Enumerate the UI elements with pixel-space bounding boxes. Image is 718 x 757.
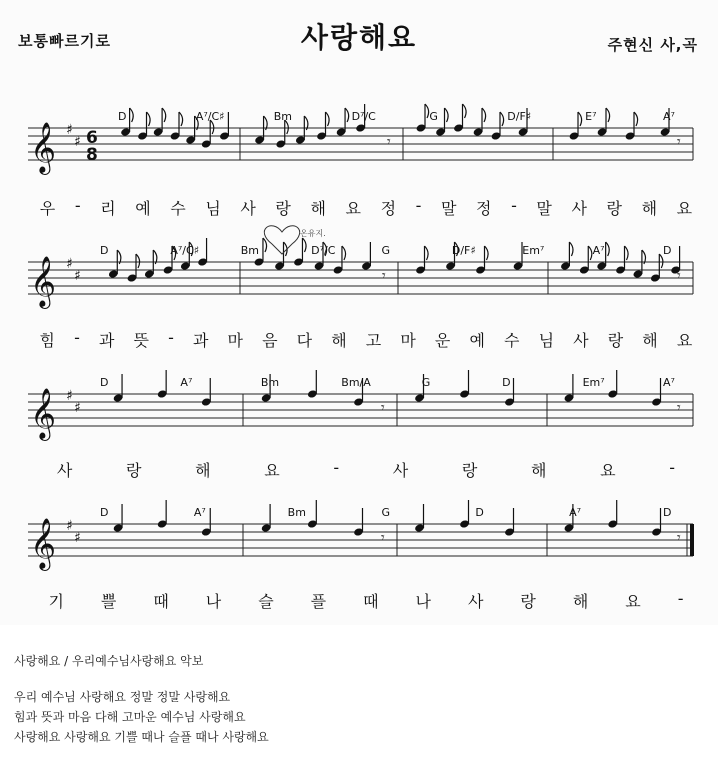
lyric-syllable: 나 bbox=[415, 592, 432, 611]
lyric-syllable: 해 bbox=[642, 331, 658, 350]
sharp-icon: ♯ bbox=[66, 518, 73, 534]
lyric-syllable: 사 bbox=[467, 592, 484, 611]
lyric-syllable: 기 bbox=[48, 592, 64, 611]
lyric-syllable: 쁠 bbox=[100, 592, 117, 611]
lyric-line-2 bbox=[30, 328, 702, 350]
treble-clef-icon: 𝄞 bbox=[30, 122, 57, 173]
caption-heading: 사랑해요 / 우리예수님사랑해요 악보 bbox=[14, 654, 204, 668]
lyric-syllable: 수 bbox=[504, 331, 520, 350]
chord-symbol: D bbox=[100, 244, 109, 257]
lyric-syllable: 랑 bbox=[125, 461, 142, 480]
composer-credit: 주현신 사,곡 bbox=[607, 36, 698, 54]
sharp-icon: ♯ bbox=[66, 122, 73, 138]
chord-symbol: D bbox=[475, 506, 484, 519]
chord-symbol: A⁷ bbox=[663, 376, 675, 389]
song-title: 사랑해요 bbox=[300, 21, 418, 54]
treble-clef-icon: 𝄞 bbox=[30, 256, 57, 307]
lyric-syllable: 요 bbox=[345, 199, 361, 218]
tempo-marking: 보통빠르기로 bbox=[18, 32, 111, 50]
lyric-syllable: - bbox=[168, 328, 174, 347]
time-signature-icon: 8 bbox=[86, 145, 98, 165]
treble-clef-icon: 𝄞 bbox=[30, 518, 57, 569]
chord-symbol: Bm bbox=[273, 110, 292, 123]
caption-line-2: 힘과 뜻과 마음 다해 고마운 예수님 사랑해요 bbox=[14, 710, 246, 724]
lyric-syllable: 사 bbox=[392, 461, 409, 480]
lyric-syllable: 리 bbox=[100, 199, 116, 218]
eighth-rest-icon: 𝄾 bbox=[382, 268, 386, 284]
lyric-syllable: - bbox=[415, 196, 422, 215]
lyric-line-4 bbox=[30, 589, 702, 611]
sharp-icon: ♯ bbox=[74, 134, 81, 150]
chord-symbol: A⁷ bbox=[592, 244, 605, 257]
lyric-syllable: 예 bbox=[135, 199, 151, 218]
chord-symbol: A⁷ bbox=[663, 110, 675, 123]
lyric-syllable: 사 bbox=[573, 331, 589, 350]
lyric-syllable: 랑 bbox=[520, 592, 536, 611]
chord-symbol: D⁷/C bbox=[311, 244, 336, 257]
chord-symbol: Bm bbox=[240, 244, 260, 257]
lyric-syllable: 플 bbox=[310, 592, 327, 611]
chord-symbol: D bbox=[663, 244, 672, 257]
lyric-line-3 bbox=[30, 458, 702, 480]
lyric-syllable: 때 bbox=[363, 592, 379, 611]
lyric-syllable: 과 bbox=[98, 331, 115, 350]
lyric-syllable: 해 bbox=[310, 199, 326, 218]
chord-symbol: G bbox=[429, 110, 438, 123]
chord-symbol: D/F♯ bbox=[451, 244, 476, 257]
chord-symbol: Em⁷ bbox=[522, 244, 545, 257]
caption-line-3: 사랑해요 사랑해요 기쁠 때나 슬플 때나 사랑해요 bbox=[14, 730, 269, 744]
sharp-icon: ♯ bbox=[66, 388, 73, 404]
time-signature-icon: 6 bbox=[86, 128, 98, 148]
chord-symbol: D/F♯ bbox=[507, 110, 532, 123]
lyric-syllable: 해 bbox=[195, 461, 211, 480]
lyric-syllable: - bbox=[74, 328, 80, 347]
lyric-syllable: 때 bbox=[153, 592, 169, 611]
lyric-syllable: 님 bbox=[538, 331, 555, 350]
lyric-syllable: 정 bbox=[380, 199, 397, 218]
heart-doodle-icon bbox=[264, 226, 299, 254]
lyric-syllable: 해 bbox=[331, 331, 347, 350]
lyric-syllable: 해 bbox=[572, 592, 589, 611]
lyric-syllable: 요 bbox=[676, 199, 693, 218]
lyric-syllable: 힘 bbox=[39, 331, 56, 350]
chord-symbol: D bbox=[502, 376, 511, 389]
eighth-rest-icon: 𝄾 bbox=[677, 400, 681, 416]
treble-clef-icon: 𝄞 bbox=[30, 388, 57, 439]
chord-symbol: A⁷/C♯ bbox=[195, 110, 225, 123]
caption-line-1: 우리 예수님 사랑해요 정말 정말 사랑해요 bbox=[14, 690, 231, 704]
chord-symbol: D bbox=[100, 376, 109, 389]
chord-symbol: Bm bbox=[260, 376, 280, 389]
chord-symbol: D bbox=[100, 506, 109, 519]
chord-symbol: A⁷/C♯ bbox=[170, 244, 200, 257]
chord-symbol: G bbox=[381, 506, 391, 519]
lyric-syllable: 랑 bbox=[275, 199, 291, 218]
lyric-syllable: 뜻 bbox=[133, 331, 150, 350]
chord-symbol: A⁷ bbox=[193, 506, 206, 519]
eighth-rest-icon: 𝄾 bbox=[381, 400, 385, 416]
lyric-syllable: 랑 bbox=[606, 199, 622, 218]
lyric-syllable: 해 bbox=[641, 199, 658, 218]
sharp-icon: ♯ bbox=[74, 268, 81, 284]
sharp-icon: ♯ bbox=[74, 400, 81, 416]
chord-symbol: A⁷ bbox=[180, 376, 193, 389]
chord-symbol: A⁷ bbox=[569, 506, 582, 519]
lyric-syllable: 요 bbox=[676, 331, 693, 350]
lyric-syllable: 마 bbox=[227, 331, 244, 350]
lyric-syllable: 슬 bbox=[258, 592, 274, 611]
chord-symbol: Bm bbox=[287, 506, 306, 519]
chord-symbol: G bbox=[381, 244, 391, 257]
handwritten-note: 온유지. bbox=[300, 229, 326, 238]
lyric-syllable: 사 bbox=[56, 461, 73, 480]
lyric-syllable: 해 bbox=[531, 461, 547, 480]
sharp-icon: ♯ bbox=[66, 256, 73, 272]
lyric-syllable: 고 bbox=[365, 331, 382, 350]
lyric-syllable: 운 bbox=[434, 331, 451, 350]
chord-symbol: Em⁷ bbox=[582, 376, 605, 389]
lyric-syllable: 수 bbox=[170, 199, 186, 218]
lyric-syllable: 우 bbox=[39, 199, 56, 218]
lyric-syllable: 요 bbox=[264, 461, 280, 480]
eighth-rest-icon: 𝄾 bbox=[381, 530, 385, 546]
lyric-syllable: 사 bbox=[571, 199, 587, 218]
lyric-syllable: 마 bbox=[400, 331, 416, 350]
final-barline bbox=[690, 524, 694, 556]
lyric-syllable: 랑 bbox=[607, 331, 624, 350]
chord-symbol: D bbox=[118, 110, 127, 123]
lyric-syllable: - bbox=[511, 196, 517, 215]
lyric-line-1 bbox=[30, 196, 702, 218]
lyric-syllable: 정 bbox=[476, 199, 492, 218]
eighth-rest-icon: 𝄾 bbox=[677, 134, 681, 150]
chord-symbol: D⁷/C bbox=[351, 110, 376, 123]
lyric-syllable: 예 bbox=[469, 331, 485, 350]
lyric-syllable: 음 bbox=[262, 331, 278, 350]
lyric-syllable: 말 bbox=[536, 199, 552, 218]
lyric-syllable: 과 bbox=[192, 331, 209, 350]
chord-symbol: Bm/A bbox=[341, 376, 371, 389]
lyric-syllable: 나 bbox=[205, 592, 222, 611]
lyric-syllable: 요 bbox=[625, 592, 641, 611]
sharp-icon: ♯ bbox=[74, 530, 81, 546]
eighth-rest-icon: 𝄾 bbox=[677, 530, 681, 546]
lyric-syllable: 요 bbox=[600, 461, 616, 480]
lyric-syllable: 말 bbox=[440, 199, 457, 218]
lyric-syllable: 다 bbox=[296, 331, 313, 350]
lyric-syllable: 랑 bbox=[461, 461, 478, 480]
lyric-syllable: - bbox=[677, 589, 684, 608]
chord-symbol: E⁷ bbox=[585, 110, 597, 123]
lyric-syllable: - bbox=[333, 458, 340, 477]
lyric-syllable: 사 bbox=[240, 199, 256, 218]
chord-symbol: D bbox=[663, 506, 672, 519]
eighth-rest-icon: 𝄾 bbox=[387, 134, 391, 150]
chord-symbol: G bbox=[421, 376, 431, 389]
lyric-syllable: 님 bbox=[205, 199, 221, 218]
lyric-syllable: - bbox=[669, 458, 676, 477]
eighth-rest-icon: 𝄾 bbox=[677, 268, 681, 284]
lyric-syllable: - bbox=[74, 196, 81, 215]
